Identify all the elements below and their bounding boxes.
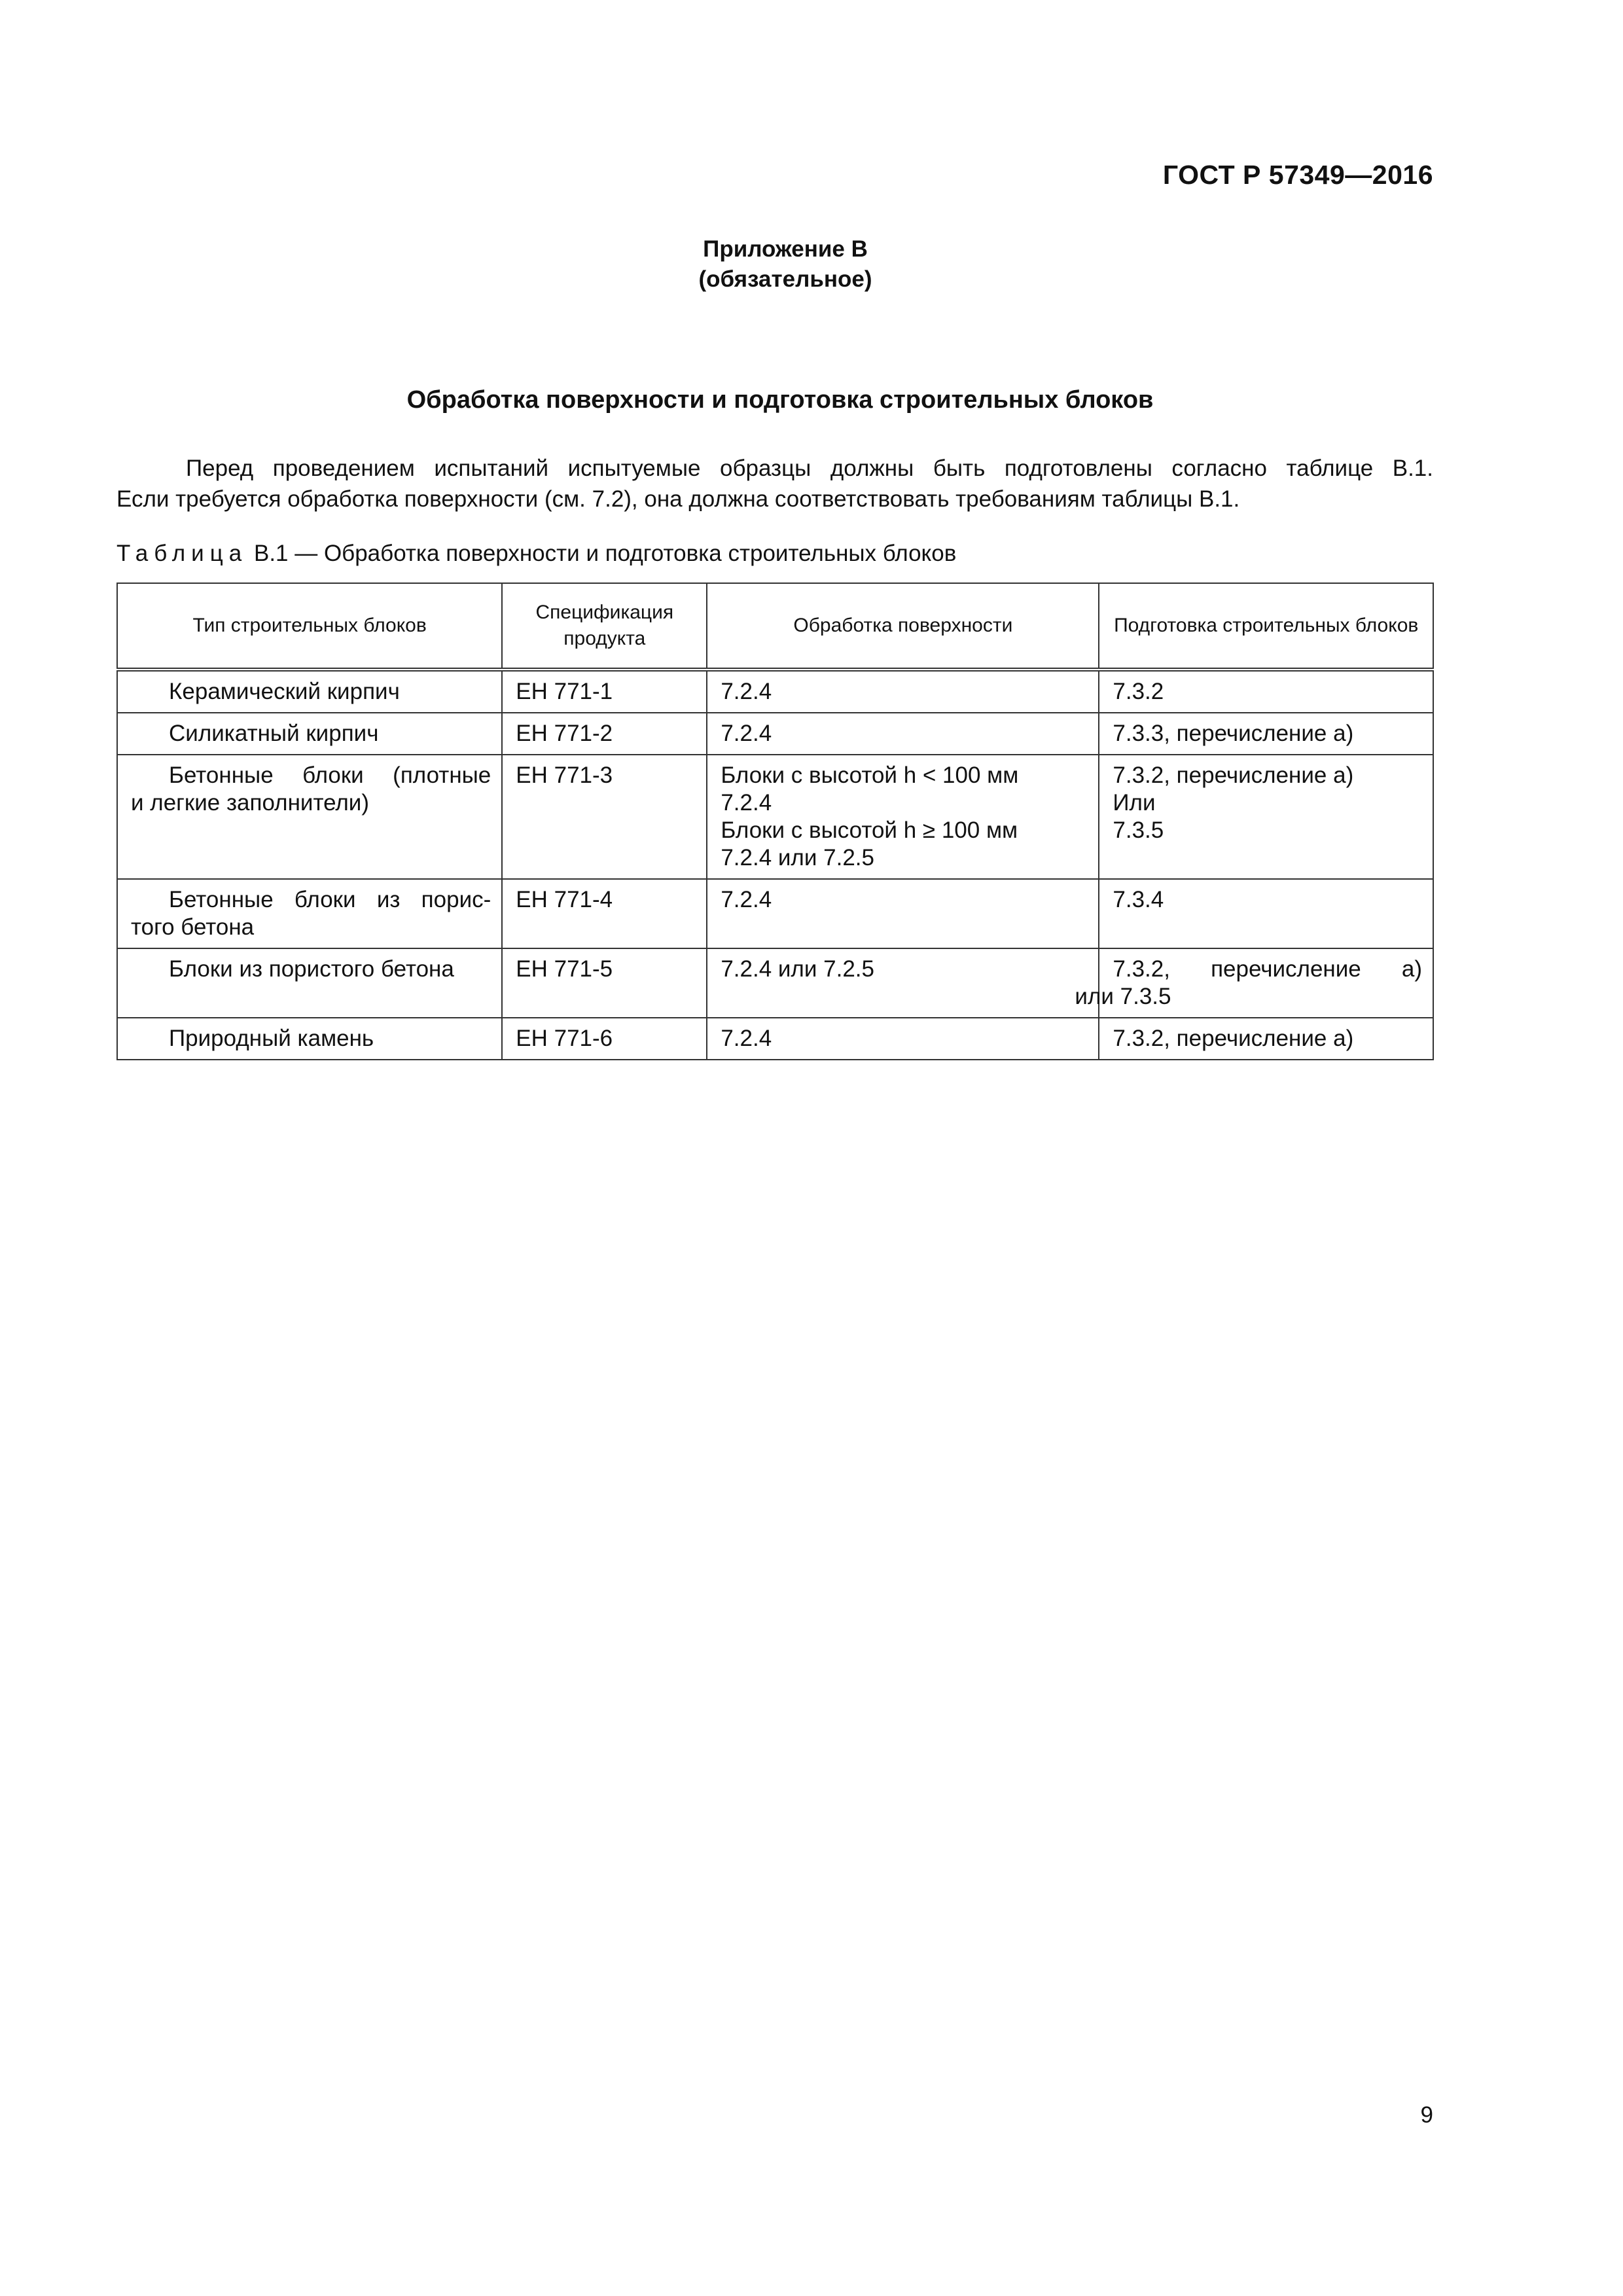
cell-block-type (117, 670, 502, 713)
header-block-type: Тип строительных блоков (117, 583, 502, 670)
cell-block-preparation (1075, 948, 1433, 1018)
header-surface-treatment: Обработка поверхности (707, 583, 1099, 670)
cell-block-preparation (1099, 670, 1433, 713)
cell-block-preparation (1099, 713, 1433, 755)
section-title: Обработка поверхности и подготовка строительных блоков (406, 386, 1154, 414)
intro-line-1: Перед проведением испытаний испытуемые образцы должны быть подготовлены согласно таблице В.1. (186, 456, 1433, 481)
cell-text: и легкие заполнители) (131, 790, 370, 816)
cell-text: 7.3.3, перечисление а) (1113, 721, 1354, 746)
table-row (117, 713, 1433, 755)
table-caption (116, 541, 956, 567)
cell-product-spec: ЕН 771-4 (502, 879, 707, 948)
table-caption-label: Таблица (116, 541, 248, 566)
cell-surface-treatment (707, 670, 1099, 713)
cell-text: 7.3.2, перечисление а) (1113, 1026, 1354, 1051)
cell-surface-treatment (707, 713, 1099, 755)
cell-text: Природный камень (169, 1026, 374, 1051)
table-header-row (117, 583, 1433, 670)
table-row (117, 1018, 1433, 1060)
header-product-spec: Спецификация продукта (502, 583, 707, 670)
document-code: ГОСТ Р 57349—2016 (1162, 160, 1433, 190)
cell-text: Бетонные блоки (плотные (169, 762, 491, 788)
cell-text: 7.2.4 или 7.2.5 (721, 956, 874, 982)
table-row (117, 755, 1433, 879)
cell-surface-treatment (707, 755, 1099, 879)
cell-text: 7.2.4 (721, 1026, 772, 1051)
appendix-title: Приложение В (703, 236, 868, 262)
table-row (117, 879, 1433, 948)
cell-product-spec: ЕН 771-5 (502, 948, 707, 1018)
intro-line-2: Если требуется обработка поверхности (см. 7.2), она должна соответствовать требованиям таблицы В.1. (116, 486, 1240, 512)
cell-block-type (117, 713, 502, 755)
cell-text: или 7.3.5 (1075, 984, 1171, 1009)
cell-block-type (117, 1018, 502, 1060)
cell-product-spec: ЕН 771-6 (502, 1018, 707, 1060)
cell-text: 7.2.4 (721, 679, 772, 704)
cell-text: Блоки из пористого бетона (169, 956, 454, 982)
cell-text: 7.3.2, перечисление а) (1113, 956, 1422, 982)
cell-text: Керамический кирпич (169, 679, 400, 704)
cell-text: Или (1113, 790, 1156, 816)
cell-block-type (117, 755, 502, 879)
cell-text: Блоки с высотой h ≥ 100 мм (721, 817, 1018, 843)
cell-product-spec: ЕН 771-3 (502, 755, 707, 879)
cell-text: 7.2.4 (721, 721, 772, 746)
table-row (117, 948, 1433, 1018)
cell-text: 7.3.2, перечисление а) (1113, 762, 1354, 788)
page-number: 9 (1420, 2102, 1433, 2128)
preparation-table (116, 583, 1434, 1060)
cell-surface-treatment (707, 879, 1099, 948)
cell-surface-treatment (707, 948, 1099, 1018)
intro-paragraph (116, 453, 1433, 514)
cell-text: Силикатный кирпич (169, 721, 379, 746)
appendix-heading (0, 234, 1571, 295)
cell-product-spec: ЕН 771-2 (502, 713, 707, 755)
cell-text: 7.2.4 (721, 887, 772, 912)
cell-text: Бетонные блоки из порис- (169, 887, 491, 912)
cell-block-preparation (1099, 1018, 1433, 1060)
cell-text: Блоки с высотой h < 100 мм (721, 762, 1019, 788)
cell-text: 7.2.4 или 7.2.5 (721, 845, 874, 870)
cell-block-type (117, 948, 502, 1018)
cell-surface-treatment (707, 1018, 1099, 1060)
table-caption-text: В.1 — Обработка поверхности и подготовка строительных блоков (253, 541, 957, 566)
cell-text: 7.3.4 (1113, 887, 1164, 912)
cell-text: того бетона (131, 914, 255, 940)
cell-product-spec: ЕН 771-1 (502, 670, 707, 713)
header-block-preparation: Подготовка строительных блоков (1099, 583, 1433, 670)
cell-block-type (117, 879, 502, 948)
appendix-status: (обязательное) (698, 266, 872, 292)
cell-text: 7.3.2 (1113, 679, 1164, 704)
cell-block-preparation (1099, 755, 1433, 879)
table-row (117, 670, 1433, 713)
cell-text: 7.2.4 (721, 790, 772, 816)
cell-block-preparation (1099, 879, 1433, 948)
cell-text: 7.3.5 (1113, 817, 1164, 843)
